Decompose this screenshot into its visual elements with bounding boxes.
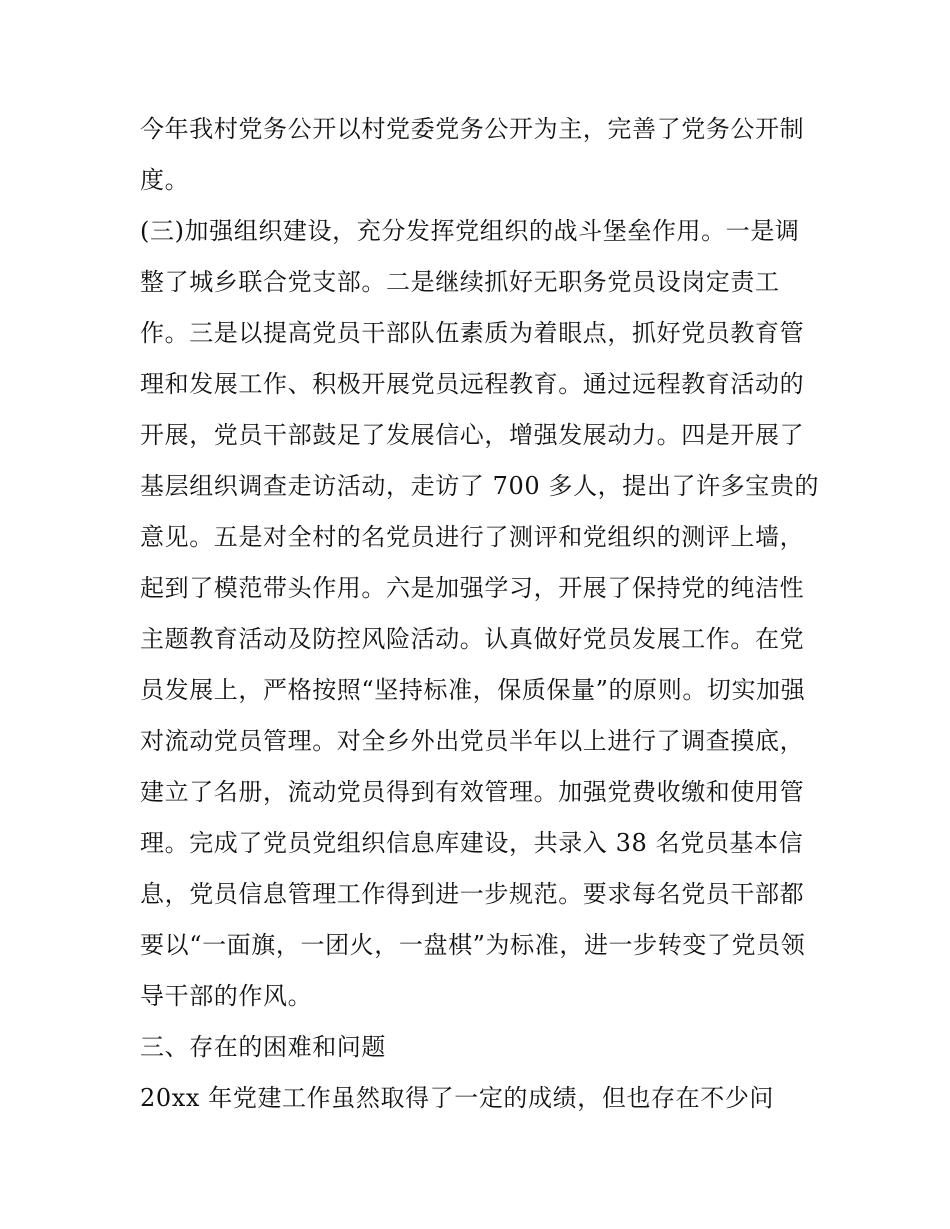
section-heading-line: (三)加强组织建设，充分发挥党组织的战斗堡垒作用。一是调 (140, 217, 800, 245)
text-line: 要以“一面旗，一团火，一盘棋”为标准，进一步转变了党员领 (140, 931, 806, 959)
text-line: 20xx 年党建工作虽然取得了一定的成绩，但也存在不少问 (140, 1084, 775, 1112)
text-line: 建立了名册，流动党员得到有效管理。加强党费收缴和使用管 (140, 778, 805, 806)
text-line: 度。 (140, 166, 190, 194)
text-line: 导干部的作风。 (140, 982, 313, 1010)
text-line: 理。完成了党员党组织信息库建设，共录入 38 名党员基本信 (140, 829, 804, 857)
text-line: 起到了模范带头作用。六是加强学习，开展了保持党的纯洁性 (140, 574, 805, 602)
section-heading: 三、存在的困难和问题 (140, 1033, 386, 1061)
text-line: 开展，党员干部鼓足了发展信心，增强发展动力。四是开展了 (140, 421, 805, 449)
text-line: 员发展上，严格按照“坚持标准，保质保量”的原则。切实加强 (140, 676, 806, 704)
text-line: 主题教育活动及防控风险活动。认真做好党员发展工作。在党 (140, 625, 805, 653)
text-line: 息，党员信息管理工作得到进一步规范。要求每名党员干部都 (140, 880, 805, 908)
text-line: 整了城乡联合党支部。二是继续抓好无职务党员设岗定责工 (140, 268, 780, 296)
text-line: 作。三是以提高党员干部队伍素质为着眼点，抓好党员教育管 (140, 319, 805, 347)
body-text (140, 104, 820, 1124)
text-line: 今年我村党务公开以村党委党务公开为主，完善了党务公开制 (140, 115, 805, 143)
text-line: 意见。五是对全村的名党员进行了测评和党组织的测评上墙， (140, 523, 805, 551)
text-line: 对流动党员管理。对全乡外出党员半年以上进行了调查摸底， (140, 727, 805, 755)
text-line: 理和发展工作、积极开展党员远程教育。通过远程教育活动的 (140, 370, 805, 398)
text-line: 基层组织调查走访活动，走访了 700 多人，提出了许多宝贵的 (140, 472, 820, 500)
